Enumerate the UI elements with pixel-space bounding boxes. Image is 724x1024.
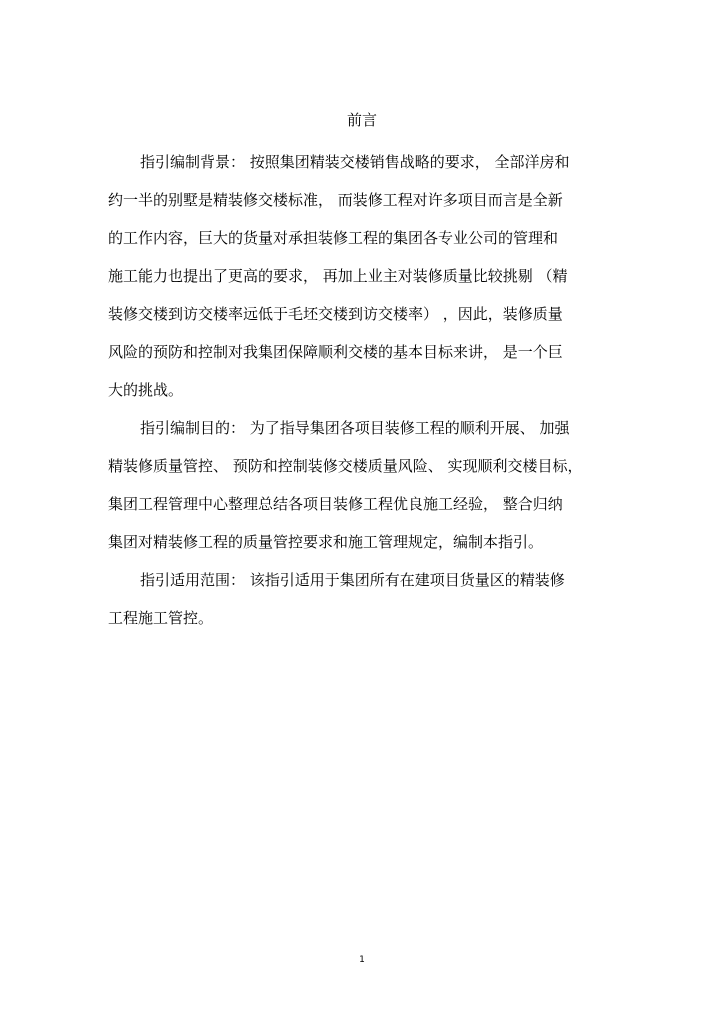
paragraph-scope-line-1: 指引适用范围： 该指引适用于集团所有在建项目货量区的精装修 (140, 571, 565, 589)
paragraph-background-line-7: 大的挑战。 (108, 381, 184, 399)
paragraph-purpose-line-4: 集团对精装修工程的质量管控要求和施工管理规定，编制本指引。 (108, 533, 544, 551)
paragraph-background-line-3: 的工作内容，巨大的货量对承担装修工程的集团各专业公司的管理和 (108, 229, 559, 247)
paragraph-background-line-4: 施工能力也提出了更高的要求， 再加上业主对装修质量比较挑剔 （精 (108, 267, 568, 285)
page-number: 1 (359, 955, 365, 965)
paragraph-purpose-line-3: 集团工程管理中心整理总结各项目装修工程优良施工经验， 整合归纳 (108, 495, 563, 513)
paragraph-purpose-line-2: 精装修质量管控、 预防和控制装修交楼质量风险、 实现顺利交楼目标， (108, 457, 583, 475)
paragraph-scope-line-2: 工程施工管控。 (108, 609, 214, 627)
page-title: 前言 (346, 111, 377, 129)
paragraph-background-line-6: 风险的预防和控制对我集团保障顺利交楼的基本目标来讲， 是一个巨 (108, 343, 563, 361)
paragraph-background-line-2: 约一半的别墅是精装修交楼标准， 而装修工程对许多项目而言是全新 (108, 191, 563, 209)
paragraph-background-line-1: 指引编制背景： 按照集团精装交楼销售战略的要求， 全部洋房和 (140, 153, 570, 171)
paragraph-purpose-line-1: 指引编制目的： 为了指导集团各项目装修工程的顺利开展、 加强 (140, 419, 570, 437)
paragraph-background-line-5: 装修交楼到访交楼率远低于毛坯交楼到访交楼率） ，因此，装修质量 (108, 305, 563, 323)
